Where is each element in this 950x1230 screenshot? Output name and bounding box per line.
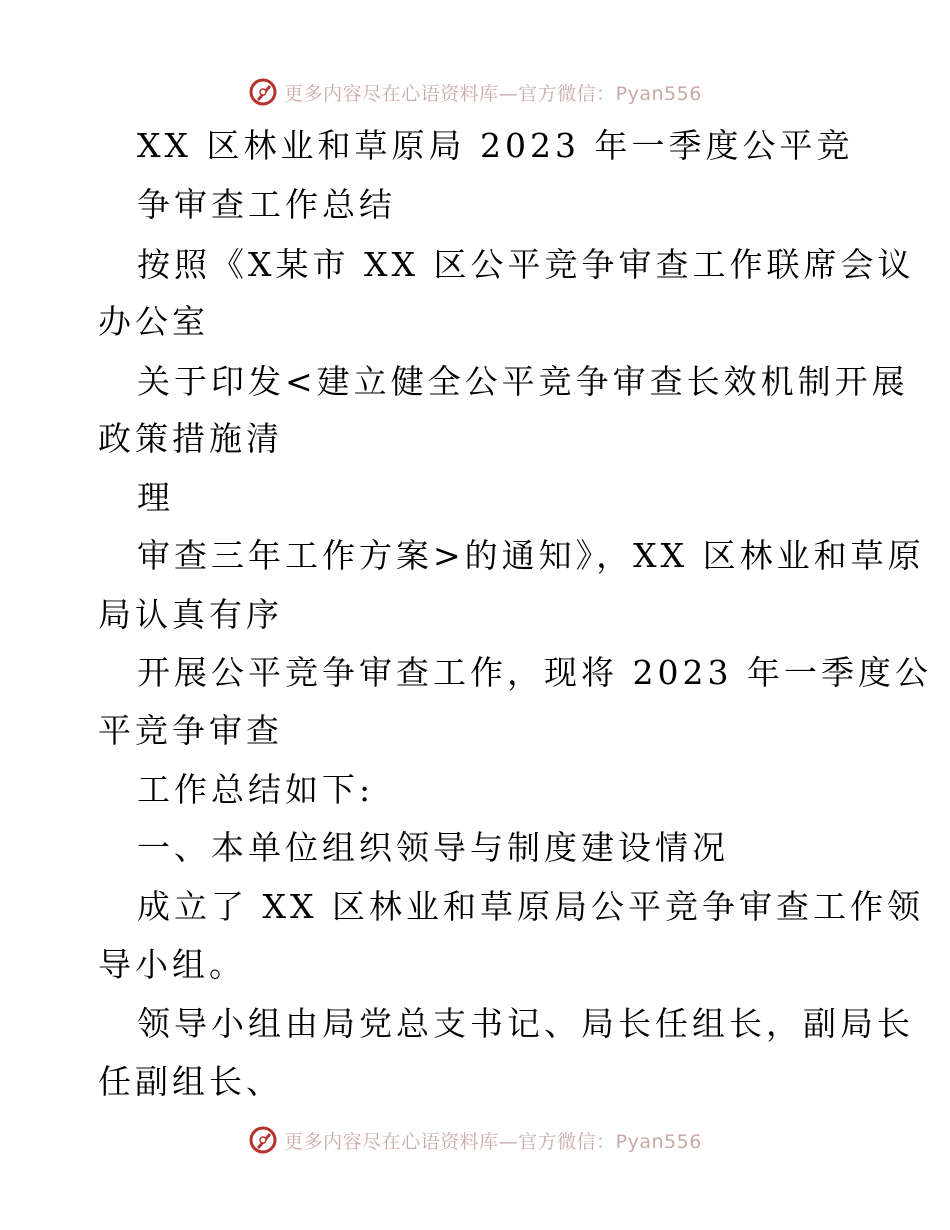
paragraph-line: 局认真有序	[98, 595, 283, 634]
paragraph-line: 成立了 XX 区林业和草原局公平竞争审查工作领	[137, 887, 924, 926]
paragraph-line: 按照《X某市 XX 区公平竞争审查工作联席会议	[137, 245, 915, 284]
title-line-1: XX 区林业和草原局 2023 年一季度公平竞	[137, 126, 854, 165]
quill-logo-icon	[248, 1125, 278, 1155]
paragraph-line: 导小组。	[98, 945, 246, 984]
paragraph-line: 理	[137, 478, 174, 517]
watermark-text: 更多内容尽在心语资料库—官方微信：Pyan556	[284, 82, 702, 105]
paragraph-line: 审查三年工作方案>的通知》，XX 区林业和草原	[137, 536, 925, 575]
paragraph-line: 领导小组由局党总支书记、局长任组长，副局长	[137, 1004, 914, 1043]
footer-watermark	[0, 1120, 950, 1160]
paragraph-line: 政策措施清	[98, 419, 283, 458]
quill-logo-icon	[248, 77, 278, 107]
title-line-2: 争审查工作总结	[137, 185, 396, 224]
header-watermark	[0, 72, 950, 112]
paragraph-line: 办公室	[98, 302, 209, 341]
watermark-text: 更多内容尽在心语资料库—官方微信：Pyan556	[284, 1130, 702, 1153]
paragraph-line: 平竞争审查	[98, 711, 283, 750]
paragraph-line: 开展公平竞争审查工作，现将 2023 年一季度公	[137, 653, 932, 692]
paragraph-line: 任副组长、	[98, 1062, 283, 1101]
paragraph-line: 关于印发<建立健全公平竞争审查长效机制开展	[137, 362, 909, 401]
section-heading: 一、本单位组织领导与制度建设情况	[137, 828, 729, 867]
paragraph-line: 工作总结如下:	[137, 770, 375, 809]
